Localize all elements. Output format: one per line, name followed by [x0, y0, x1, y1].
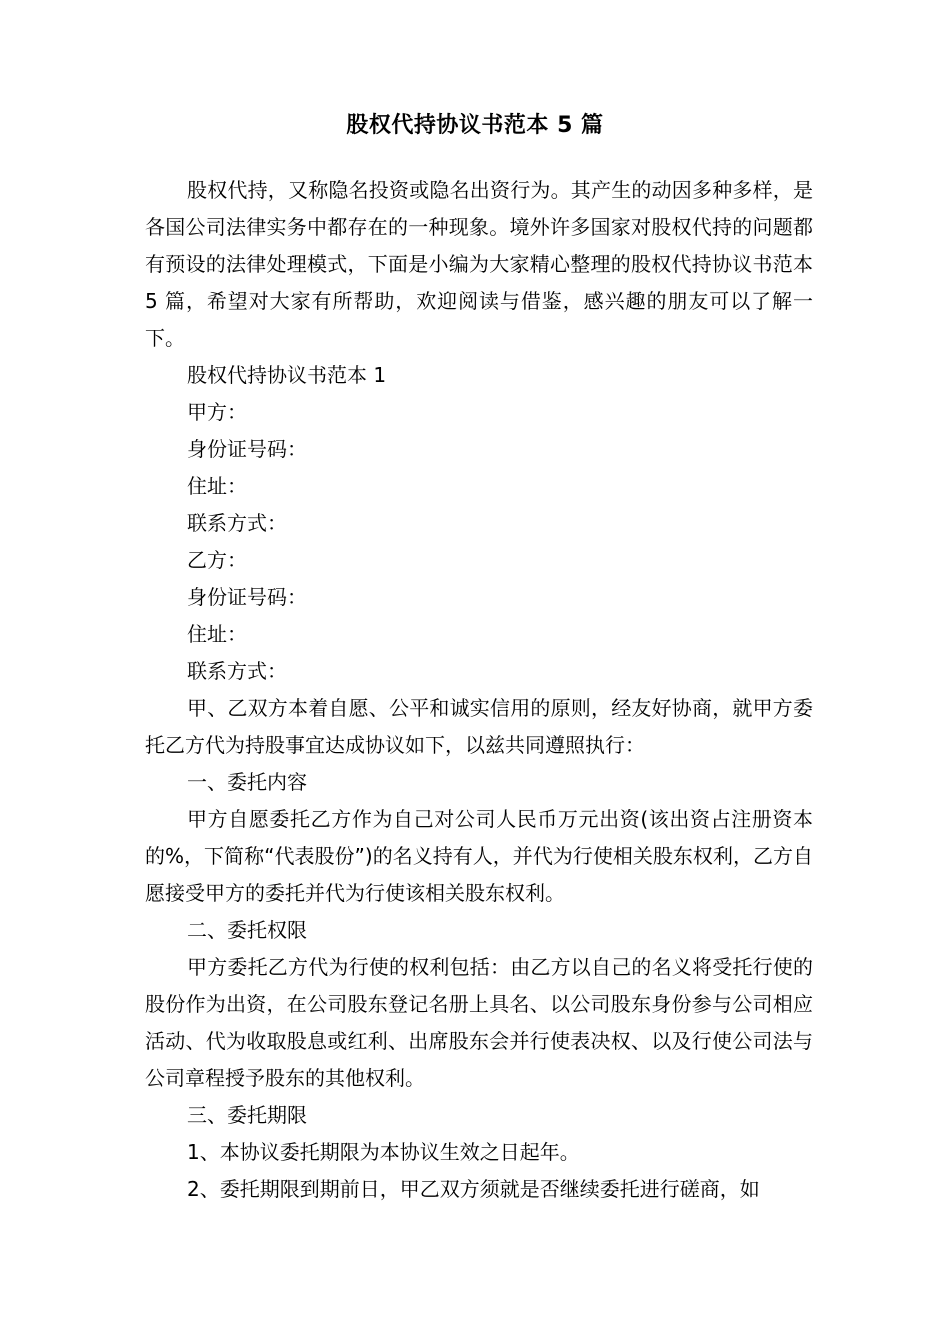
clause-heading: 二、委托权限	[187, 918, 307, 942]
party-a-address-label: 住址：	[187, 474, 247, 498]
document-body	[145, 172, 813, 1208]
clause-heading: 一、委托内容	[187, 770, 307, 794]
clause-paragraph: 甲方自愿委托乙方作为自己对公司人民币万元出资(该出资占注册资本的%，下简称“代表股份”)的名义持有人，并代为行使相关股东权利，乙方自愿接受甲方的委托并代为行使该相关股东权利。	[145, 807, 813, 905]
party-b-id-label: 身份证号码：	[187, 585, 307, 609]
party-b-contact-label: 联系方式：	[187, 659, 287, 683]
clause-item: 1、本协议委托期限为本协议生效之日起年。	[187, 1140, 580, 1164]
party-b-address-label: 住址：	[187, 622, 247, 646]
clause-item: 2、委托期限到期前日，甲乙双方须就是否继续委托进行磋商，如	[187, 1177, 760, 1201]
clause-paragraph: 甲方委托乙方代为行使的权利包括：由乙方以自己的名义将受托行使的股份作为出资，在公司股东登记名册上具名、以公司股东身份参与公司相应活动、代为收取股息或红利、出席股东会并行使表决权、以及行使公司法与公司章程授予股东的其他权利。	[145, 955, 813, 1090]
intro-paragraph: 股权代持，又称隐名投资或隐名出资行为。其产生的动因多种多样，是各国公司法律实务中都存在的一种现象。境外许多国家对股权代持的问题都有预设的法律处理模式，下面是小编为大家精心整理的股权代持协议书范本 5 篇，希望对大家有所帮助，欢迎阅读与借鉴，感兴趣的朋友可以了解一下。	[145, 178, 813, 350]
party-b-label: 乙方：	[187, 548, 247, 572]
document-title: 股权代持协议书范本 5 篇	[346, 113, 604, 138]
agreement-preamble: 甲、乙双方本着自愿、公平和诚实信用的原则，经友好协商，就甲方委托乙方代为持股事宜达成协议如下，以兹共同遵照执行：	[145, 696, 813, 757]
party-a-label: 甲方：	[187, 400, 247, 424]
party-a-id-label: 身份证号码：	[187, 437, 307, 461]
section-heading: 股权代持协议书范本 1	[187, 363, 387, 387]
clause-heading: 三、委托期限	[187, 1103, 307, 1127]
party-a-contact-label: 联系方式：	[187, 511, 287, 535]
